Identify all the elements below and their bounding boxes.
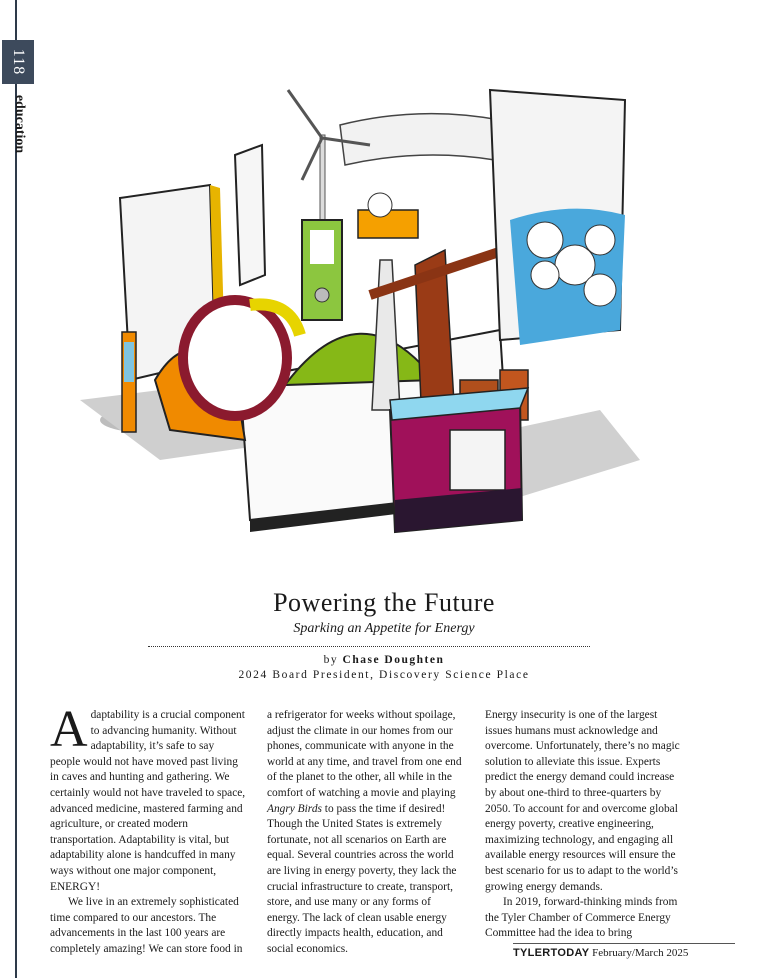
author-name: Chase Doughten	[342, 654, 445, 666]
magazine-name: TYLERTODAY	[513, 947, 590, 959]
page-number-tab	[2, 40, 34, 84]
byline-prefix: by	[323, 654, 339, 666]
author-role: 2024 Board President, Discovery Science Place	[238, 669, 530, 681]
byline	[0, 654, 768, 666]
page-number: 118	[10, 48, 27, 76]
issue-date: February/March 2025	[592, 947, 689, 959]
article-column-1	[50, 701, 246, 958]
paragraph	[50, 701, 246, 895]
paragraph-text: daptability is a crucial component to advancing humanity. Without adaptability, it’s safe to say people would not have moved past living in caves and hunting and gathering. We certainly would not have traveled to space, advanced medicine, mastered farming and agriculture, or created modern transportation. Adaptability is vital, but adaptability alone is handcuffed in many ways without one major component, ENERGY!	[50, 709, 246, 893]
section-label: education	[12, 94, 27, 154]
energy-exhibit-illustration	[40, 80, 650, 560]
article-column-3	[485, 708, 681, 942]
game-title: Angry Birds	[267, 802, 322, 815]
divider-rule	[148, 646, 590, 647]
paragraph: In 2019, forward-thinking minds from the Tyler Chamber of Commerce Energy Committee had the idea to bring	[485, 896, 678, 940]
article-title: Powering the Future	[273, 588, 495, 617]
footer	[513, 947, 688, 959]
section-tab	[0, 88, 42, 160]
paragraph	[267, 708, 463, 958]
paragraph: Energy insecurity is one of the largest issues humans must acknowledge and overcome. Unfortunately, there’s no magic solution to alleviate this issue. Experts predict the energy demand could increase by about one-third to three-quarters by 2050. To account for and overcome global energy poverty, creative engineering, maximizing technology, and engaging all available energy resources will ensure the best scenario for us to adapt to the world’s growing energy demands.	[485, 709, 680, 893]
drop-cap: A	[50, 701, 88, 758]
article-column-2	[267, 708, 463, 958]
paragraph-text: a refrigerator for weeks without spoilage, adjust the climate in our homes from our phones, communicate with anyone in the world at any time, and travel from one end of the planet to the other, all while in the comfort of watching a movie and playing	[267, 709, 462, 799]
article-subtitle: Sparking an Appetite for Energy	[293, 621, 475, 636]
paragraph-text: to pass the time if desired! Though the United States is extremely fortunate, not all scenarios on Earth are equal. Several countries across the world are living in energy poverty, they lack the crucial infrastructure to create, transport, store, and use many or any forms of energy. The lack of clean usable energy directly impacts health, education, and social economics.	[267, 802, 457, 955]
paragraph: We live in an extremely sophisticated time compared to our ancestors. The advancements in the last 100 years are completely amazing! We can store food in	[50, 896, 243, 955]
footer-rule	[513, 943, 735, 944]
